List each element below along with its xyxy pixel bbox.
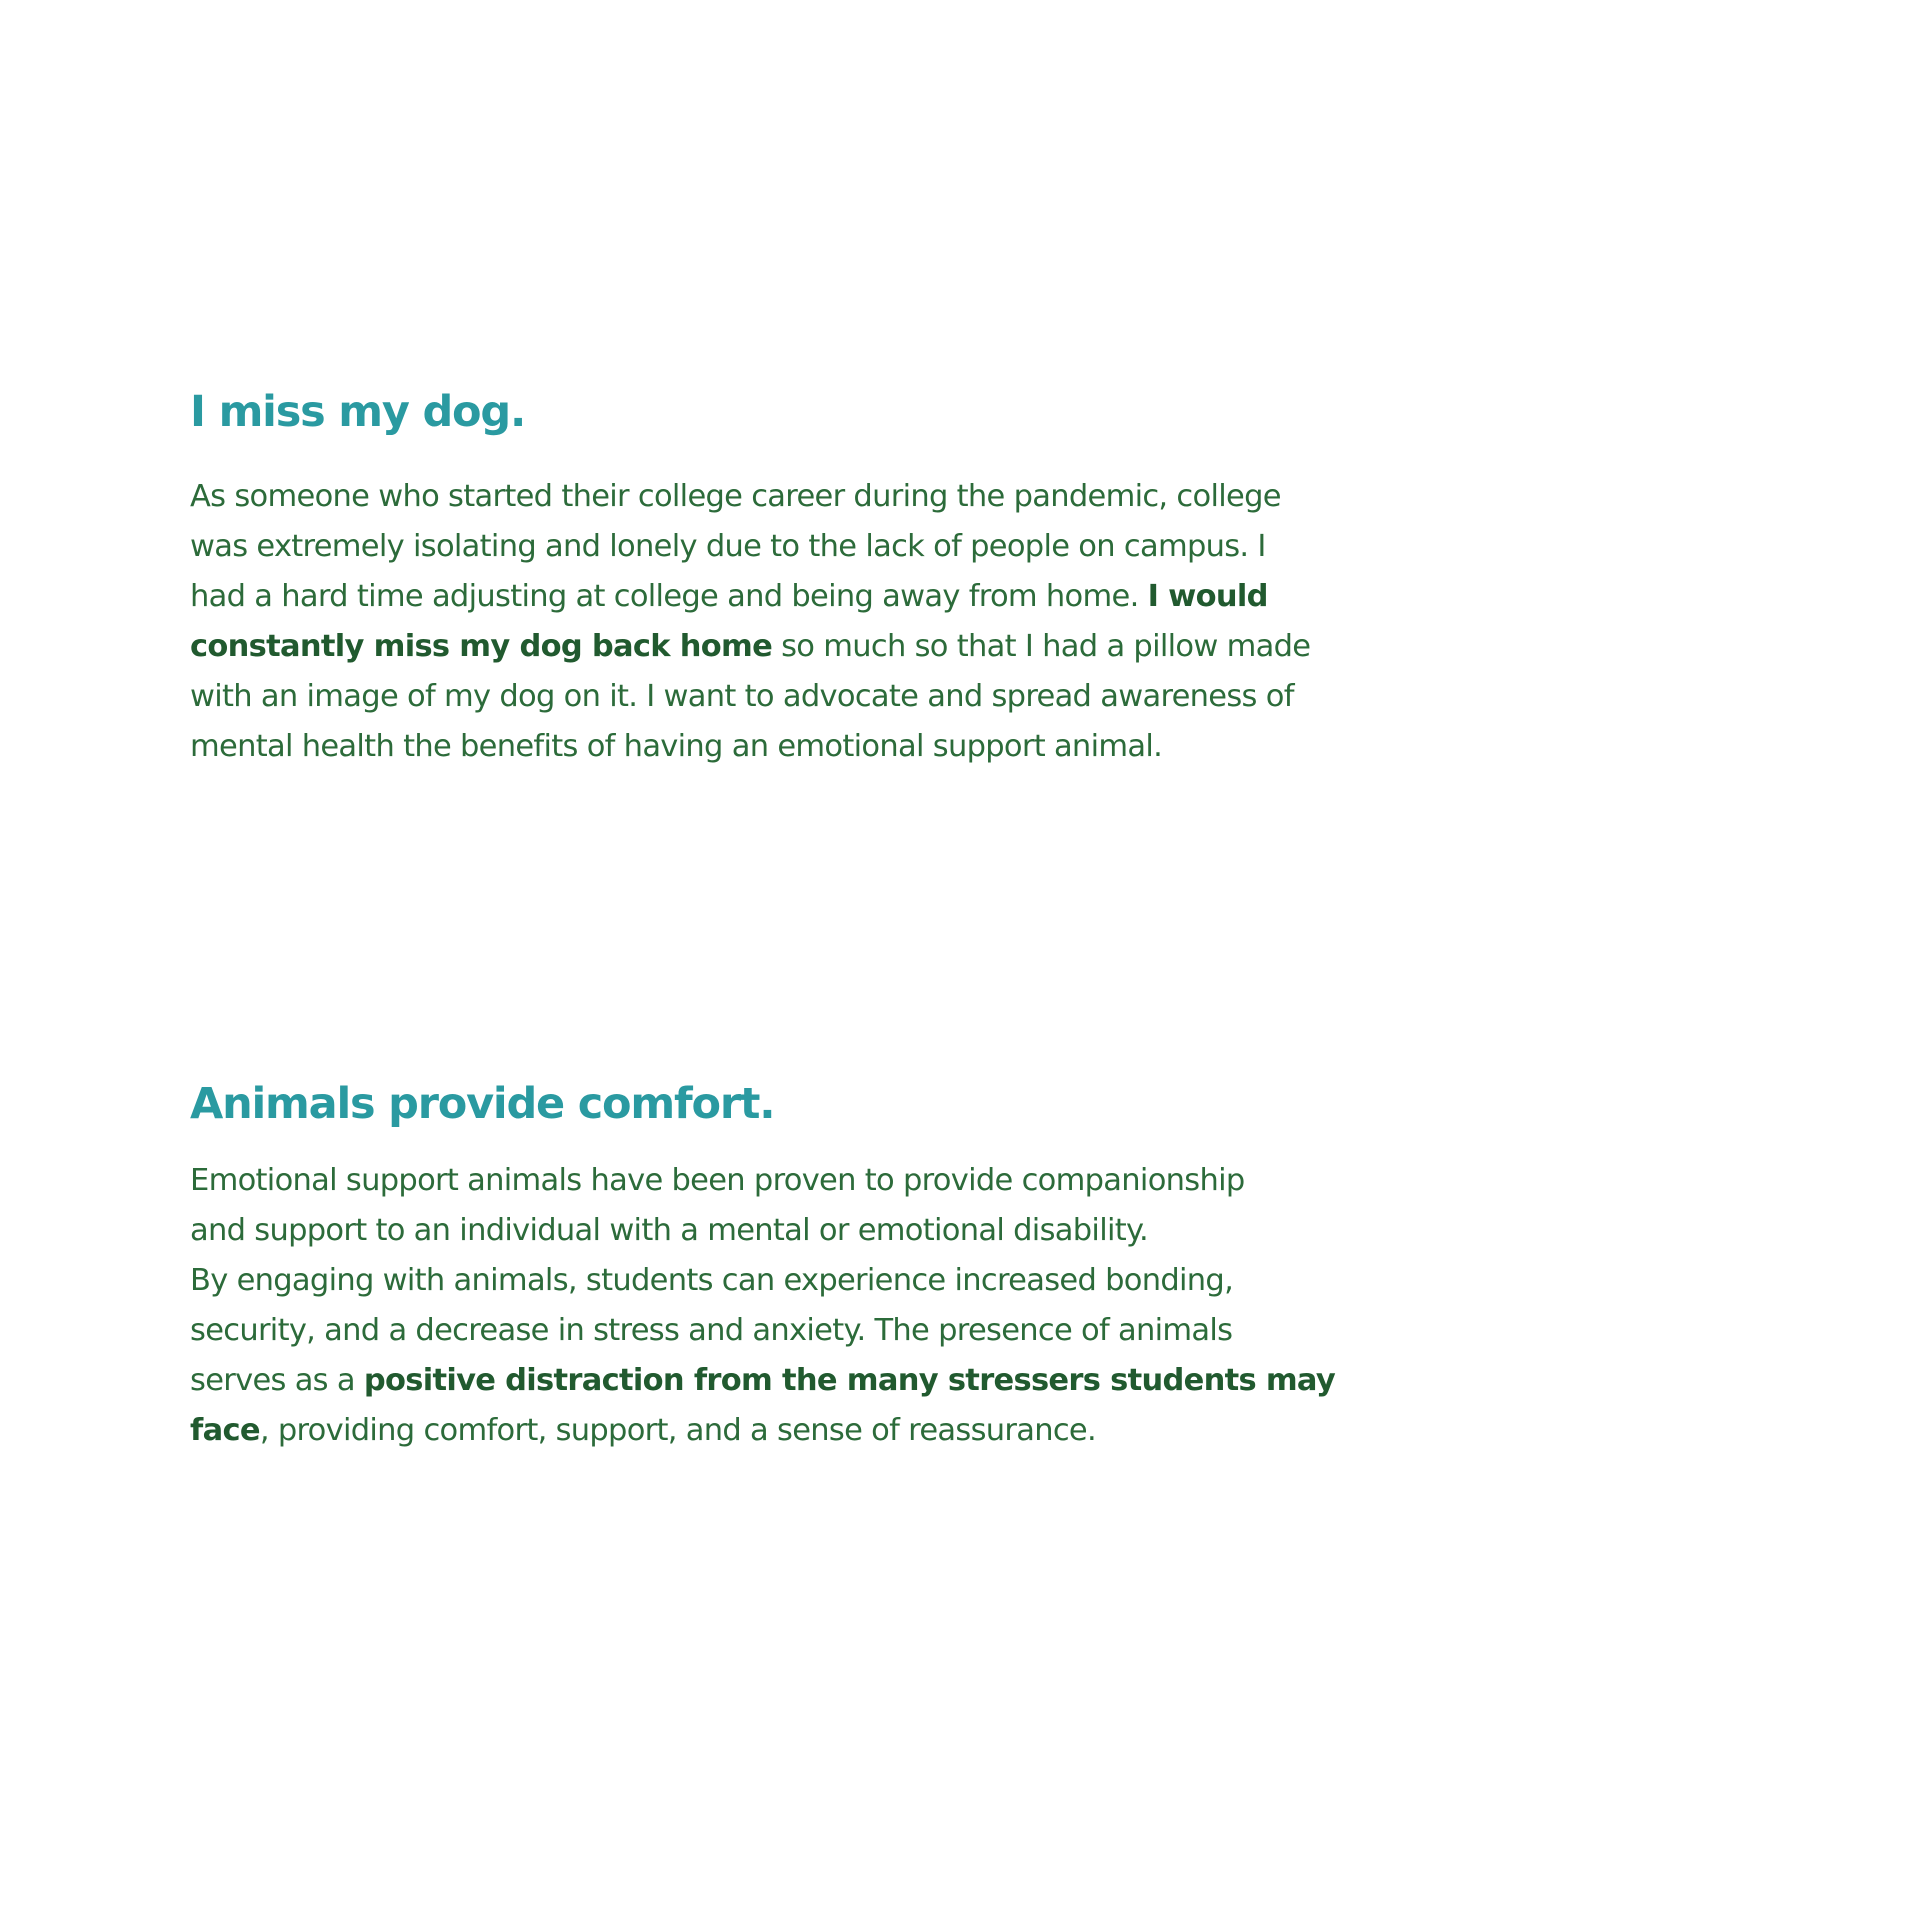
paragraph-line [190,1406,1390,1456]
paragraph-line [190,672,1390,722]
paragraph-line [190,1256,1390,1306]
section-paragraph [190,1156,1390,1456]
paragraph-line [190,472,1390,522]
line-text: security, and a decrease in stress and anxiety. The presence of animals [190,1313,1233,1348]
paragraph-line [190,522,1390,572]
line-text: As someone who started their college career during the pandemic, college [190,479,1281,514]
line-text: , providing comfort, support, and a sense of reassurance. [259,1413,1096,1448]
paragraph-line [190,1156,1390,1206]
line-text: had a hard time adjusting at college and being away from home. [190,579,1148,614]
paragraph-line [190,1356,1390,1406]
line-text: so much so that I had a pillow made [772,629,1311,664]
paragraph-line [190,572,1390,622]
line-text: mental health the benefits of having an emotional support animal. [190,729,1163,764]
section-paragraph [190,472,1390,772]
line-text: By engaging with animals, students can experience increased bonding, [190,1263,1234,1298]
paragraph-line [190,1206,1390,1256]
emphasis-text: I would [1147,579,1268,614]
paragraph-line [190,722,1390,772]
line-text: and support to an individual with a mental or emotional disability. [190,1213,1148,1248]
line-text: with an image of my dog on it. I want to advocate and spread awareness of [190,679,1294,714]
line-text: serves as a [190,1363,364,1398]
paragraph-line [190,622,1390,672]
section-animals-comfort [190,1076,1390,1456]
section-heading: Animals provide comfort. [190,1079,775,1129]
line-text: Emotional support animals have been proven to provide companionship [190,1163,1245,1198]
emphasis-text: positive distraction from the many stressers students may [363,1363,1336,1398]
emphasis-text: face [190,1413,260,1448]
section-miss-my-dog [190,384,1390,772]
line-text: was extremely isolating and lonely due to the lack of people on campus. I [190,529,1266,564]
paragraph-line [190,1306,1390,1356]
emphasis-text: constantly miss my dog back home [190,629,773,664]
section-heading: I miss my dog. [190,387,526,437]
